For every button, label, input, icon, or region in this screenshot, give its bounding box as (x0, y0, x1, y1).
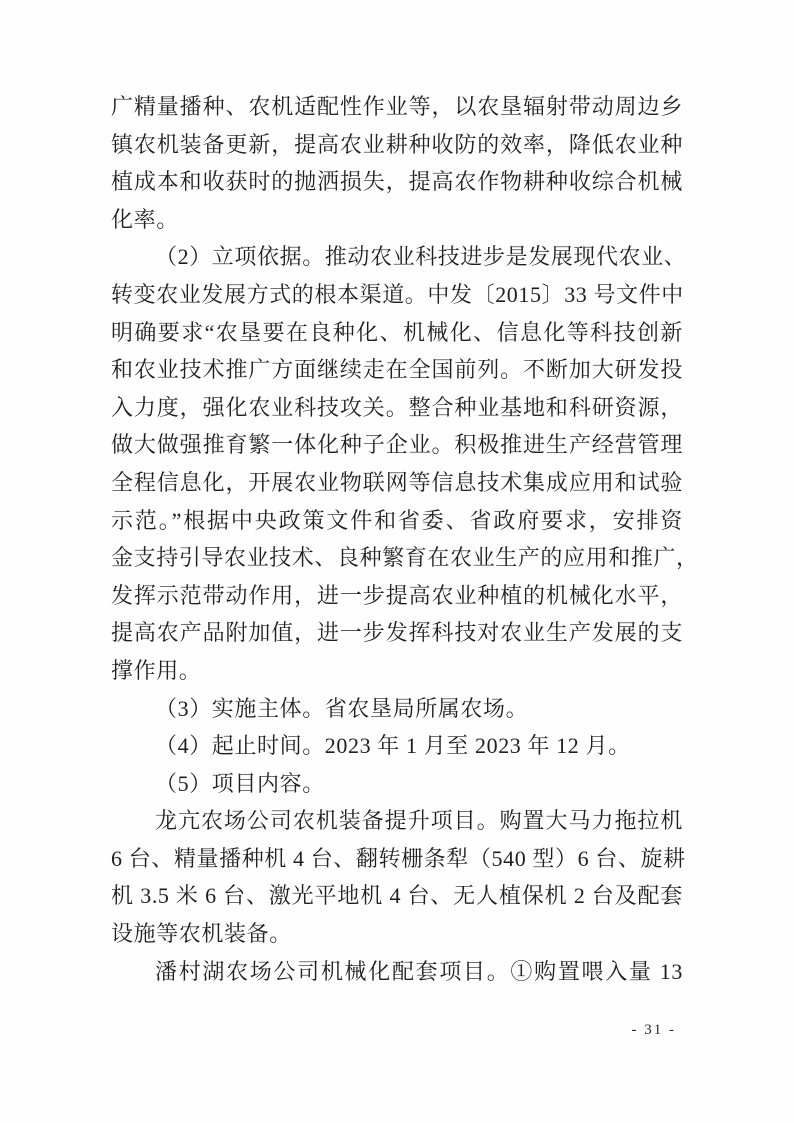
text-line: 广精量播种、农机适配性作业等，以农垦辐射带动周边乡 (111, 94, 683, 119)
text-line: （5）项目内容。 (155, 770, 325, 796)
text-line: 金支持引导农业技术、良种繁育在农业生产的应用和推广， (111, 545, 699, 571)
text-line: 提高农产品附加值，进一步发挥科技对农业生产发展的支 (111, 620, 683, 646)
text-line: 镇农机装备更新，提高农业耕种收防的效率，降低农业种 (111, 131, 683, 157)
text-line: 全程信息化，开展农业物联网等信息技术集成应用和试验 (111, 469, 683, 495)
text-line: 6 台、精量播种机 4 台、翻转栅条犁（540 型）6 台、旋耕 (111, 845, 686, 871)
text-line: 化率。 (111, 206, 179, 232)
text-line: 转变农业发展方式的根本渠道。中发〔2015〕33 号文件中 (111, 281, 684, 307)
document-body (111, 88, 699, 990)
text-line: （3）实施主体。省农垦局所属农场。 (155, 695, 529, 721)
text-line: （2）立项依据。推动农业科技进步是发展现代农业、 (155, 244, 687, 270)
text-line: 设施等农机装备。 (111, 921, 292, 947)
text-line: 撑作用。 (111, 657, 202, 683)
text-line: 龙亢农场公司农机装备提升项目。购置大马力拖拉机 (155, 808, 683, 834)
text-line: （4）起止时间。2023 年 1 月至 2023 年 12 月。 (155, 733, 631, 759)
text-line: 潘村湖农场公司机械化配套项目。①购置喂入量 13 (155, 958, 683, 984)
page-number: - 31 - (631, 1022, 676, 1038)
text-line: 机 3.5 米 6 台、激光平地机 4 台、无人植保机 2 台及配套 (111, 883, 683, 909)
text-line: 明确要求“农垦要在良种化、机械化、信息化等科技创新 (111, 319, 683, 345)
text-line: 发挥示范带动作用，进一步提高农业种植的机械化水平， (111, 582, 683, 608)
text-line: 示范。”根据中央政策文件和省委、省政府要求，安排资 (111, 507, 683, 533)
text-line: 入力度，强化农业科技攻关。整合种业基地和科研资源， (111, 394, 683, 420)
text-line: 做大做强推育繁一体化种子企业。积极推进生产经营管理 (111, 432, 683, 458)
text-line: 和农业技术推广方面继续走在全国前列。不断加大研发投 (111, 357, 683, 383)
text-line: 植成本和收获时的抛洒损失，提高农作物耕种收综合机械 (111, 169, 683, 195)
